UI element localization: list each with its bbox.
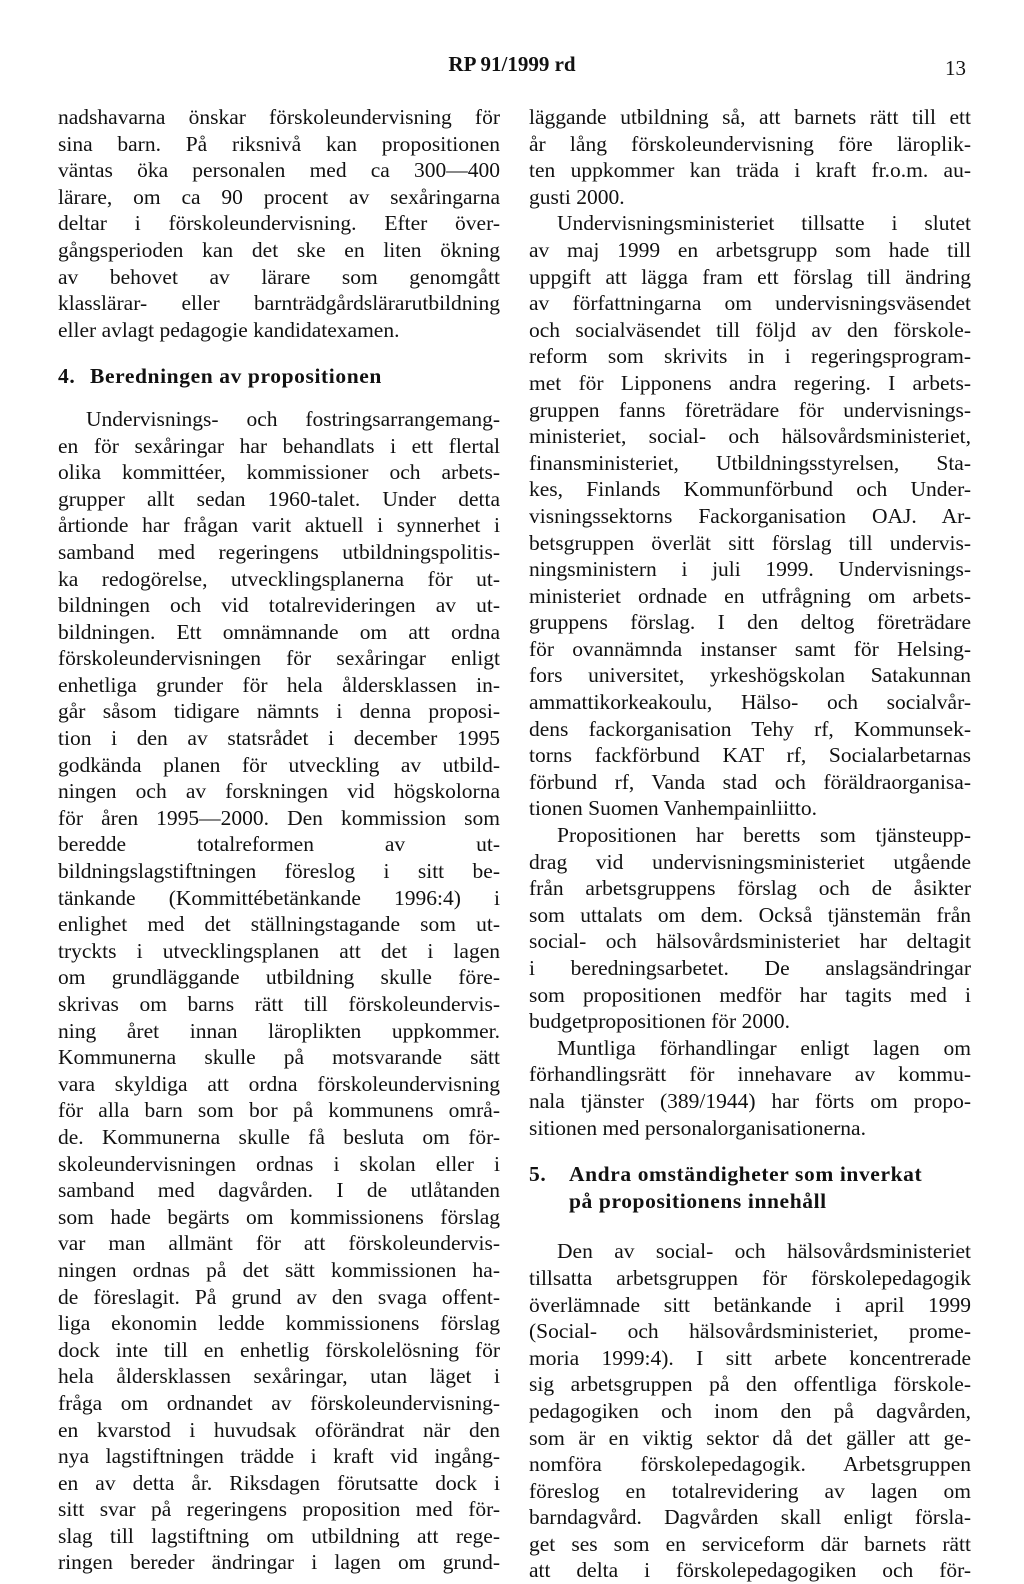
text-line: nomföra förskolepedagogik. Arbetsgruppen <box>529 1452 971 1477</box>
text-line: bildningen och vid totalrevideringen av ut- <box>58 593 500 618</box>
text-line: tryckts i utvecklingsplanen att det i lagen <box>58 938 500 963</box>
text-line: fråga om ordnandet av förskoleundervisning- <box>58 1390 500 1415</box>
text-line: sitionen med personalorganisationerna. <box>529 1115 866 1140</box>
text-line: (Social- och hälsovårdsministeriet, prome- <box>529 1319 971 1344</box>
text-line: sig arbetsgruppen på den offentliga förskole- <box>529 1372 971 1397</box>
text-line: som uttalats om dem. Också tjänstemän från <box>529 902 971 927</box>
text-line: föreslog en totalrevidering av lagen om <box>529 1478 971 1503</box>
text-line: tillsatta arbetsgruppen för förskolepedagogik <box>529 1265 971 1290</box>
section-number-4: 4. <box>58 364 76 389</box>
text-line: Propositionen har beretts som tjänsteupp- <box>557 823 971 848</box>
text-line: godkända planen för utveckling av utbild- <box>58 752 500 777</box>
text-line: ningen ordnas på det sätt kommissionen ha- <box>58 1257 500 1282</box>
text-line: en av detta år. Riksdagen förutsatte dock i <box>58 1470 500 1495</box>
text-line: av behovet av lärare som genomgått <box>58 264 500 289</box>
text-line: årtionde har frågan varit aktuell i synnerhet i <box>58 513 500 538</box>
text-line: sina barn. På riksnivå kan propositionen <box>58 131 500 156</box>
text-line: liga ekonomin ledde kommissionens förslag <box>58 1311 500 1336</box>
text-line: läggande utbildning så, att barnets rätt till ett <box>529 105 971 129</box>
text-line: finansministeriet, Utbildningsstyrelsen, Sta- <box>529 450 971 475</box>
text-line: för åren 1995—2000. Den kommission som <box>58 805 500 830</box>
text-line: met för Lipponens andra regering. I arbets- <box>529 370 971 395</box>
text-line: Undervisnings- och fostringsarrangemang- <box>86 406 500 431</box>
text-line: går såsom tidigare nämnts i denna proposi- <box>58 699 500 724</box>
text-line: de föreslagit. På grund av den svaga offent- <box>58 1284 500 1309</box>
text-line: som hade begärts om kommissionens förslag <box>58 1204 500 1229</box>
page-number: 13 <box>945 56 966 80</box>
right-paragraph-4 <box>529 1035 971 1141</box>
text-line: ningen och av forskningen vid högskolorna <box>58 779 500 804</box>
text-line: bildningen. Ett omnämnande om att ordna <box>58 619 500 644</box>
text-line: visningssektorns Fackorganisation OAJ. Ar- <box>529 503 971 528</box>
text-line: skrivas om barns rätt till förskoleundervis- <box>58 992 500 1016</box>
right-paragraph-5 <box>529 1238 971 1584</box>
text-line: Kommunerna skulle på motsvarande sätt <box>58 1045 500 1070</box>
text-line: dock inte till en enhetlig förskolelösning för <box>58 1337 500 1362</box>
text-line: betsgruppen överlät sitt förslag till undervis- <box>529 530 971 555</box>
text-line: moria 1999:4). I sitt arbete koncentrerade <box>529 1345 971 1370</box>
text-line: vara skyldiga att ordna förskoleundervisning <box>58 1071 500 1096</box>
text-line: beredde totalreformen av ut- <box>58 832 500 857</box>
text-line: att delta i förskolepedagogiken och för- <box>529 1558 971 1583</box>
text-line: Den av social- och hälsovårdsministeriet <box>557 1239 971 1264</box>
text-line: förskoleundervisningen för sexåringar enligt <box>58 646 500 671</box>
text-line: tion i den av statsrådet i december 1995 <box>58 726 500 751</box>
text-line: get ses som en serviceform där barnets rätt <box>529 1531 971 1556</box>
text-line: år lång förskoleundervisning före läroplik- <box>529 131 971 156</box>
section-number-5: 5. <box>529 1162 547 1187</box>
text-line: deltar i förskoleundervisning. Efter över- <box>58 211 500 236</box>
text-line: nadshavarna önskar förskoleundervisning för <box>58 105 500 129</box>
text-line: ningsministern i juli 1999. Undervisnings- <box>529 557 971 582</box>
text-line: ning året innan läroplikten uppkommer. <box>58 1018 500 1043</box>
text-line: om grundläggande utbildning skulle före- <box>58 965 500 990</box>
text-line: bildningslagstiftningen föreslog i sitt be- <box>58 859 500 884</box>
text-line: tänkande (Kommittébetänkande 1996:4) i <box>58 885 500 910</box>
text-line: av maj 1999 en arbetsgrupp som hade till <box>529 237 971 262</box>
text-line: tionen Suomen Vanhempainliitto. <box>529 796 818 821</box>
right-paragraph-2 <box>529 210 971 822</box>
left-paragraph-1 <box>58 104 500 343</box>
text-line: hela åldersklassen sexåringar, utan läget i <box>58 1364 500 1389</box>
text-line: sitt svar på regeringens proposition med för- <box>58 1497 500 1522</box>
text-line: torns fackförbund KAT rf, Socialarbetarnas <box>529 743 971 768</box>
left-column <box>58 104 500 1576</box>
text-line: ka redogörelse, utvecklingsplanerna för ut- <box>58 566 500 591</box>
text-line: Undervisningsministeriet tillsatte i slutet <box>557 211 971 236</box>
section-title-5-line-2: på propositionens innehåll <box>569 1188 827 1213</box>
text-line: för ovannämnda instanser samt för Helsing- <box>529 636 971 661</box>
right-paragraph-1 <box>529 104 971 210</box>
text-line: slag till lagstiftning om utbildning att rege- <box>58 1523 500 1548</box>
text-line: i beredningsarbetet. De anslagsändringar <box>529 956 971 980</box>
text-line: gruppen fanns företrädare för undervisnings- <box>529 397 971 422</box>
text-line: nala tjänster (389/1944) har förts om propo- <box>529 1088 971 1113</box>
text-line: överlämnade sitt betänkande i april 1999 <box>529 1292 971 1317</box>
text-line: barndagvård. Dagvården skall enligt försla- <box>529 1505 971 1530</box>
text-line: grupper allt sedan 1960-talet. Under detta <box>58 486 500 511</box>
text-line: reform som skrivits in i regeringsprogram- <box>529 344 971 369</box>
running-header-title: RP 91/1999 rd <box>448 52 576 76</box>
text-line: gusti 2000. <box>529 184 625 209</box>
text-line: samband med regeringens utbildningspolitis- <box>58 539 500 564</box>
text-line: för alla barn som bor på kommunens områ- <box>58 1098 500 1123</box>
section-title-4: Beredningen av propositionen <box>90 364 382 389</box>
text-line: de. Kommunerna skulle få besluta om för- <box>58 1124 500 1149</box>
text-line: kes, Finlands Kommunförbund och Under- <box>529 477 971 502</box>
text-line: klasslärar- eller barnträdgårdslärarutbildning <box>58 291 500 316</box>
text-line: ministeriet ordnade en utfrågning om arbets- <box>529 583 971 608</box>
text-line: ammattikorkeakoulu, Hälso- och socialvår- <box>529 690 971 715</box>
text-line: eller avlagt pedagogie kandidatexamen. <box>58 317 400 342</box>
text-line: nya lagstiftningen trädde i kraft vid ingång- <box>58 1444 500 1469</box>
text-line: ministeriet, social- och hälsovårdsministeriet, <box>529 424 971 449</box>
section-heading-5 <box>529 1161 971 1214</box>
text-line: ringen bereder ändringar i lagen om grund- <box>58 1550 500 1575</box>
text-line: ten uppkommer kan träda i kraft fr.o.m. au- <box>529 158 971 183</box>
text-line: dens fackorganisation Tehy rf, Kommunsek- <box>529 716 971 741</box>
text-line: av författningarna om undervisningsväsendet <box>529 291 971 316</box>
text-line: lärare, om ca 90 procent av sexåringarna <box>58 184 500 209</box>
text-line: som propositionen medför har tagits med i <box>529 982 971 1007</box>
left-paragraph-2 <box>58 406 500 1576</box>
text-line: var man allmänt för att förskoleundervis- <box>58 1231 500 1256</box>
text-line: skoleundervisningen ordnas i skolan eller i <box>58 1151 500 1176</box>
text-line: drag vid undervisningsministeriet utgående <box>529 849 971 874</box>
text-line: gångsperioden kan det ske en liten ökning <box>58 237 500 262</box>
text-line: som är en viktig sektor då det gäller att ge- <box>529 1425 971 1450</box>
text-line: samband med dagvården. I de utlåtanden <box>58 1178 500 1203</box>
text-line: social- och hälsovårdsministeriet har deltagit <box>529 929 971 954</box>
section-title-5-line-1: Andra omständigheter som inverkat <box>569 1162 923 1187</box>
right-paragraph-3 <box>529 822 971 1035</box>
text-line: en för sexåringar har behandlats i ett flertal <box>58 433 500 458</box>
text-line: budgetpropositionen för 2000. <box>529 1009 790 1034</box>
text-line: förhandlingsrätt för innehavare av kommu- <box>529 1062 971 1087</box>
section-heading-4 <box>58 363 500 390</box>
text-line: från arbetsgruppens förslag och de åsikter <box>529 876 971 901</box>
right-column <box>529 104 971 1584</box>
text-line: förbund rf, Vanda stad och föräldraorganisa- <box>529 769 971 794</box>
text-line: Muntliga förhandlingar enligt lagen om <box>557 1035 971 1060</box>
text-line: och socialväsendet till följd av den förskole- <box>529 317 971 342</box>
text-line: fors universitet, yrkeshögskolan Satakunnan <box>529 663 971 688</box>
text-line: en kvarstod i huvudsak oförändrat när den <box>58 1417 500 1442</box>
text-line: uppgift att lägga fram ett förslag till ändring <box>529 264 971 289</box>
text-line: enhetliga grunder för hela åldersklassen in- <box>58 672 500 697</box>
text-line: gruppens förslag. I den deltog företrädare <box>529 610 971 635</box>
text-line: väntas öka personalen med ca 300—400 <box>58 158 500 183</box>
text-line: olika kommittéer, kommissioner och arbets- <box>58 460 500 485</box>
text-line: enlighet med det ställningstagande som ut- <box>58 912 500 937</box>
text-line: pedagogiken och inom den på dagvården, <box>529 1398 971 1423</box>
